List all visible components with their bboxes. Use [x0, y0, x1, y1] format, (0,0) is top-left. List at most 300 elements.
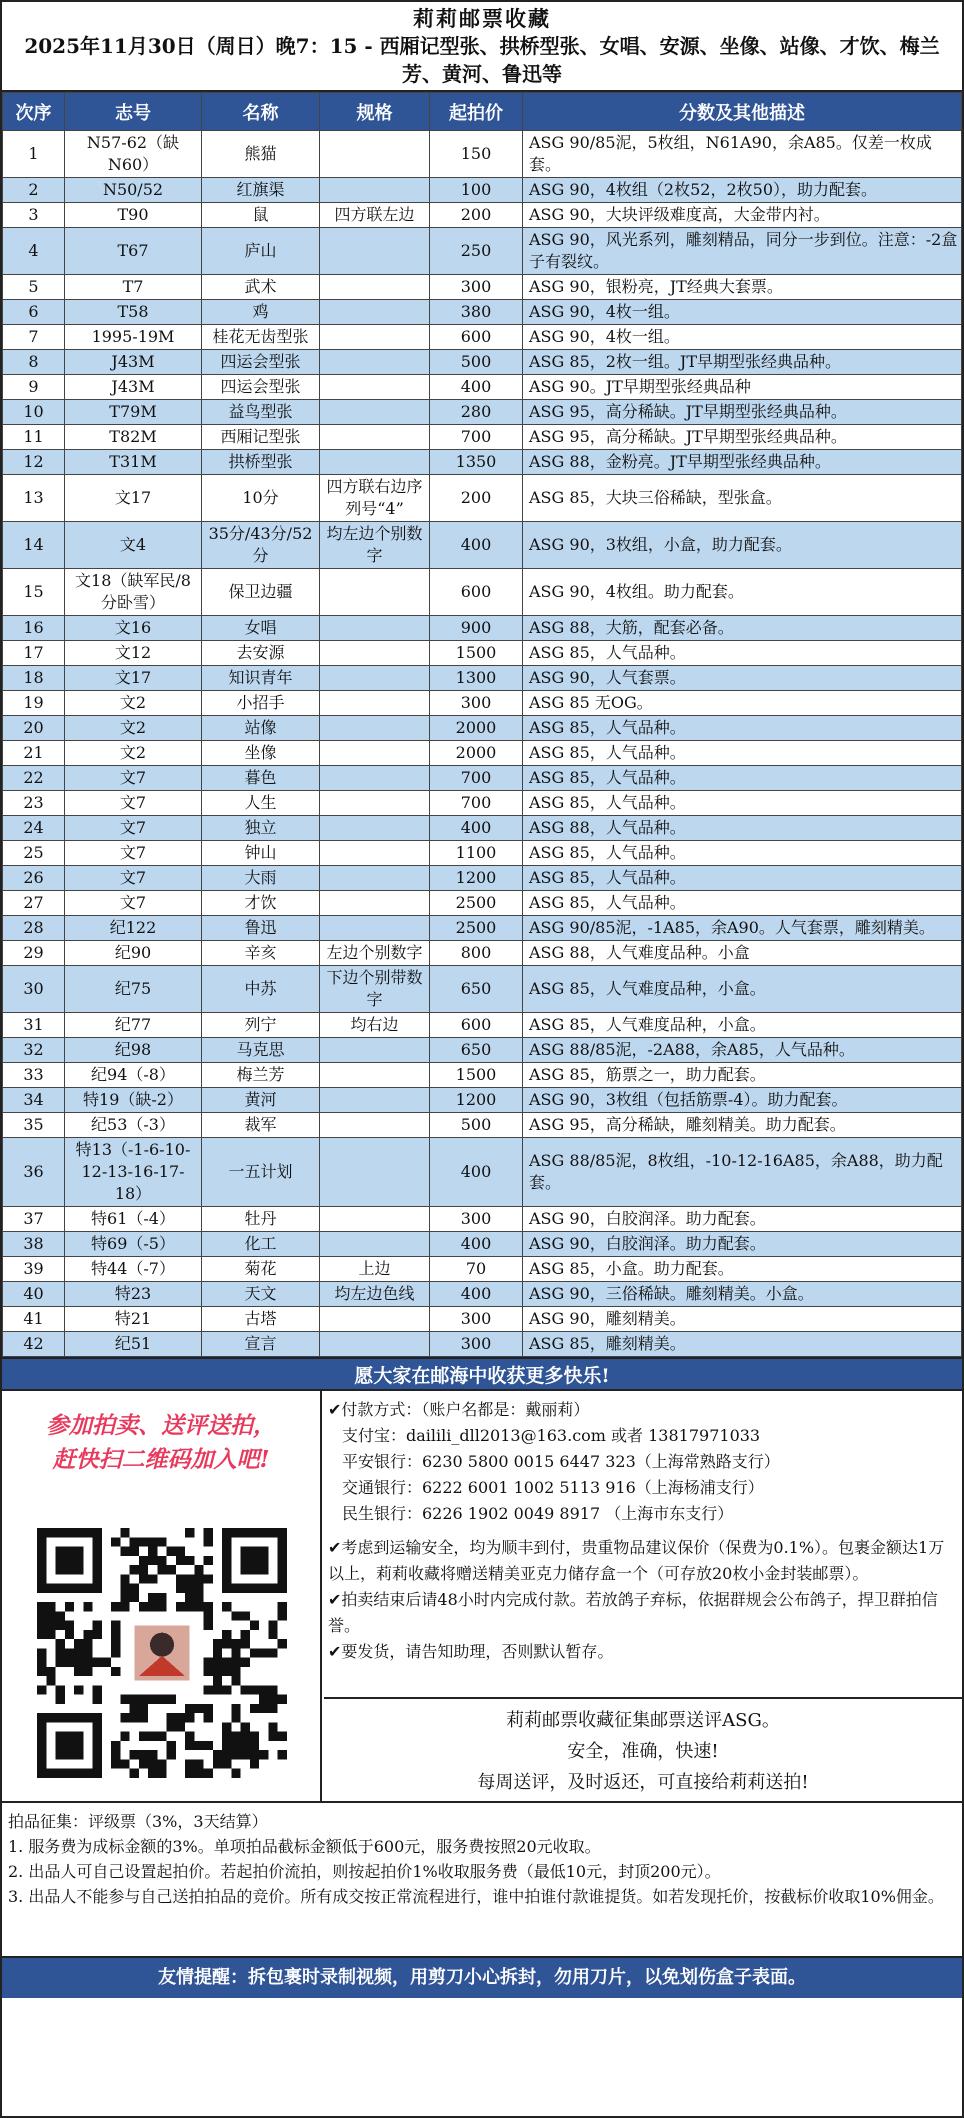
lot-spec	[320, 228, 430, 275]
lot-spec: 左边个别数字	[320, 941, 430, 966]
note-shipping: ✔考虑到运输安全，均为顺丰到付，贵重物品建议保价（保费为0.1%）。包裹金额达1万以上，莉莉收藏将赠送精美亚克力储存盒一个（可存放20枚小金封装邮票）。	[328, 1538, 945, 1583]
qr-finder-tr	[222, 1528, 287, 1593]
lot-name: 大雨	[202, 866, 320, 891]
lot-description: ASG 85，人气难度品种，小盒。	[523, 1013, 962, 1038]
lot-description: ASG 90，4枚一组。	[523, 325, 962, 350]
lot-price: 200	[430, 475, 523, 522]
table-row	[3, 766, 962, 791]
lot-code: 文18（缺军民/8分卧雪）	[65, 569, 202, 616]
lot-name: 辛亥	[202, 941, 320, 966]
lot-price: 600	[430, 325, 523, 350]
lot-description: ASG 85，人气品种。	[523, 891, 962, 916]
lot-order: 28	[3, 916, 65, 941]
slogan-line-2: 安全，准确，快速!	[567, 1741, 719, 1762]
lot-description: ASG 85 无OG。	[523, 691, 962, 716]
lot-description: ASG 90，白胶润泽。助力配套。	[523, 1232, 962, 1257]
lot-spec	[320, 350, 430, 375]
lot-price: 380	[430, 300, 523, 325]
lot-code: 纪75	[65, 966, 202, 1013]
lot-description: ASG 85，人气品种。	[523, 841, 962, 866]
lot-name: 桂花无齿型张	[202, 325, 320, 350]
table-row	[3, 1332, 962, 1357]
promo-text	[2, 1391, 320, 1477]
lot-spec	[320, 691, 430, 716]
lot-name: 菊花	[202, 1257, 320, 1282]
lot-spec: 均左边色线	[320, 1282, 430, 1307]
promo-line-2: 赶快扫二维码加入吧!	[52, 1446, 270, 1473]
lot-spec: 均左边个别数字	[320, 522, 430, 569]
qr-finder-tl	[37, 1528, 102, 1593]
lot-description: ASG 85，人气品种。	[523, 716, 962, 741]
lot-code: 特19（缺-2）	[65, 1088, 202, 1113]
lot-order: 19	[3, 691, 65, 716]
col-header-price: 起拍价	[430, 93, 523, 131]
table-row	[3, 450, 962, 475]
lot-order: 31	[3, 1013, 65, 1038]
lot-code: 文7	[65, 766, 202, 791]
lot-price: 650	[430, 966, 523, 1013]
table-row	[3, 941, 962, 966]
table-row	[3, 716, 962, 741]
lot-description: ASG 85，人气品种。	[523, 641, 962, 666]
lot-description: ASG 90，4枚组（2枚52，2枚50），助力配套。	[523, 178, 962, 203]
lot-spec	[320, 275, 430, 300]
lot-code: T82M	[65, 425, 202, 450]
lot-name: 化工	[202, 1232, 320, 1257]
lot-code: T90	[65, 203, 202, 228]
lot-description: ASG 90。JT早期型张经典品种	[523, 375, 962, 400]
lot-price: 2500	[430, 916, 523, 941]
lot-name: 马克思	[202, 1038, 320, 1063]
lot-code: 文17	[65, 666, 202, 691]
lot-description: ASG 88/85泥，8枚组，-10-12-16A85，余A88，助力配套。	[523, 1138, 962, 1207]
lot-spec: 上边	[320, 1257, 430, 1282]
lot-description: ASG 88，人气难度品种。小盒	[523, 941, 962, 966]
lot-price: 400	[430, 1232, 523, 1257]
lot-description: ASG 90，雕刻精美。	[523, 1307, 962, 1332]
lot-spec	[320, 178, 430, 203]
lot-order: 26	[3, 866, 65, 891]
lot-description: ASG 90，4枚一组。	[523, 300, 962, 325]
lot-price: 650	[430, 1038, 523, 1063]
table-row	[3, 1207, 962, 1232]
lot-name: 35分/43分/52分	[202, 522, 320, 569]
lot-description: ASG 85，人气品种。	[523, 866, 962, 891]
lot-order: 27	[3, 891, 65, 916]
lot-price: 700	[430, 766, 523, 791]
lot-price: 700	[430, 791, 523, 816]
lot-name: 益鸟型张	[202, 400, 320, 425]
lot-order: 6	[3, 300, 65, 325]
table-row	[3, 131, 962, 178]
payment-panel	[324, 1391, 962, 1801]
consign-heading: 拍品征集：评级票（3%，3天结算）	[8, 1812, 268, 1831]
lot-price: 2000	[430, 716, 523, 741]
table-row	[3, 1013, 962, 1038]
table-row	[3, 425, 962, 450]
notes	[324, 1527, 962, 1665]
lot-order: 15	[3, 569, 65, 616]
lot-description: ASG 85，2枚一组。JT早期型张经典品种。	[523, 350, 962, 375]
lot-price: 400	[430, 375, 523, 400]
lot-name: 钟山	[202, 841, 320, 866]
lot-name: 红旗渠	[202, 178, 320, 203]
col-header-desc: 分数及其他描述	[523, 93, 962, 131]
lot-price: 280	[430, 400, 523, 425]
lot-name: 中苏	[202, 966, 320, 1013]
lot-code: 文7	[65, 816, 202, 841]
table-row	[3, 841, 962, 866]
lot-order: 5	[3, 275, 65, 300]
lot-table	[2, 92, 962, 1357]
lot-order: 30	[3, 966, 65, 1013]
table-row	[3, 1063, 962, 1088]
lot-name: 拱桥型张	[202, 450, 320, 475]
lot-price: 500	[430, 350, 523, 375]
lot-spec	[320, 716, 430, 741]
lot-code: J43M	[65, 350, 202, 375]
lot-name: 古塔	[202, 1307, 320, 1332]
lot-order: 24	[3, 816, 65, 841]
table-row	[3, 375, 962, 400]
promo-line-1: 参加拍卖、送评送拍，	[46, 1412, 276, 1439]
lot-description: ASG 88，金粉亮。JT早期型张经典品种。	[523, 450, 962, 475]
table-header-row	[3, 93, 962, 131]
qr-center-avatar-icon	[130, 1621, 195, 1686]
lot-order: 22	[3, 766, 65, 791]
table-row	[3, 1088, 962, 1113]
lot-description: ASG 90，人气套票。	[523, 666, 962, 691]
lot-price: 1350	[430, 450, 523, 475]
lot-description: ASG 90/85泥，-1A85，余A90。人气套票，雕刻精美。	[523, 916, 962, 941]
lot-spec	[320, 666, 430, 691]
slogan-line-1: 莉莉邮票收藏征集邮票送评ASG。	[506, 1710, 780, 1731]
lot-price: 150	[430, 131, 523, 178]
lot-code: 纪53（-3）	[65, 1113, 202, 1138]
lot-spec	[320, 891, 430, 916]
lot-order: 32	[3, 1038, 65, 1063]
lot-price: 70	[430, 1257, 523, 1282]
lot-price: 2000	[430, 741, 523, 766]
lot-spec: 四方联左边	[320, 203, 430, 228]
table-row	[3, 866, 962, 891]
lot-code: 文17	[65, 475, 202, 522]
payment-bank-jiaotong: 交通银行：6222 6001 1002 5113 916（上海杨浦支行）	[342, 1478, 764, 1497]
lot-code: 纪98	[65, 1038, 202, 1063]
lot-name: 暮色	[202, 766, 320, 791]
qr-finder-bl	[37, 1713, 102, 1778]
lot-name: 才饮	[202, 891, 320, 916]
lot-description: ASG 90，银粉亮，JT经典大套票。	[523, 275, 962, 300]
lot-description: ASG 85，筋票之一，助力配套。	[523, 1063, 962, 1088]
lot-spec	[320, 866, 430, 891]
lot-price: 600	[430, 569, 523, 616]
table-row	[3, 1307, 962, 1332]
lot-price: 600	[430, 1013, 523, 1038]
page-title: 莉莉邮票收藏	[413, 6, 551, 31]
lot-price: 100	[430, 178, 523, 203]
lot-price: 2500	[430, 891, 523, 916]
lot-order: 9	[3, 375, 65, 400]
lot-code: 纪94（-8）	[65, 1063, 202, 1088]
consignment-rules	[2, 1803, 962, 1958]
lot-description: ASG 90，4枚组。助力配套。	[523, 569, 962, 616]
lot-description: ASG 85，雕刻精美。	[523, 1332, 962, 1357]
lot-code: 特23	[65, 1282, 202, 1307]
col-header-name: 名称	[202, 93, 320, 131]
wish-banner: 愿大家在邮海中收获更多快乐!	[2, 1357, 962, 1391]
lot-description: ASG 90，3枚组（包括筋票-4）。助力配套。	[523, 1088, 962, 1113]
lot-order: 37	[3, 1207, 65, 1232]
lot-code: 特69（-5）	[65, 1232, 202, 1257]
lot-order: 4	[3, 228, 65, 275]
lot-code: T31M	[65, 450, 202, 475]
lot-description: ASG 85，人气品种。	[523, 791, 962, 816]
table-row	[3, 350, 962, 375]
table-row	[3, 741, 962, 766]
lot-name: 去安源	[202, 641, 320, 666]
lot-order: 18	[3, 666, 65, 691]
lot-code: 文16	[65, 616, 202, 641]
lot-code: J43M	[65, 375, 202, 400]
lot-spec	[320, 1207, 430, 1232]
table-row	[3, 1138, 962, 1207]
lot-price: 400	[430, 816, 523, 841]
lot-name: 四运会型张	[202, 375, 320, 400]
lot-price: 300	[430, 1307, 523, 1332]
lot-name: 宣言	[202, 1332, 320, 1357]
payment-bank-minsheng: 民生银行：6226 1902 0049 8917 （上海市东支行）	[342, 1504, 734, 1523]
page-subtitle: 2025年11月30日（周日）晚7：15 - 西厢记型张、拱桥型张、女唱、安源、坐像、站像、才饮、梅兰芳、黄河、鲁迅等	[24, 34, 940, 86]
header	[2, 2, 962, 92]
lot-price: 1500	[430, 1063, 523, 1088]
lot-code: 文7	[65, 891, 202, 916]
lot-order: 38	[3, 1232, 65, 1257]
lot-name: 武术	[202, 275, 320, 300]
lot-code: 文4	[65, 522, 202, 569]
lot-spec	[320, 300, 430, 325]
lot-code: 文7	[65, 841, 202, 866]
note-payment-deadline: ✔拍卖结束后请48小时内完成付款。若放鸽子弃标，依据群规会公布鸽子，捍卫群拍信誉。	[328, 1590, 938, 1635]
lot-price: 300	[430, 275, 523, 300]
lot-price: 400	[430, 1138, 523, 1207]
lot-spec	[320, 1332, 430, 1357]
lot-spec	[320, 641, 430, 666]
lot-code: 纪77	[65, 1013, 202, 1038]
lot-code: 特61（-4）	[65, 1207, 202, 1232]
payment-info	[324, 1391, 962, 1527]
lot-order: 25	[3, 841, 65, 866]
lot-spec	[320, 916, 430, 941]
slogan-box	[324, 1697, 962, 1801]
table-row	[3, 275, 962, 300]
table-row	[3, 966, 962, 1013]
lot-spec: 均右边	[320, 1013, 430, 1038]
lot-spec	[320, 1307, 430, 1332]
lot-order: 11	[3, 425, 65, 450]
payment-alipay: 支付宝：dailili_dll2013@163.com 或者 13817971033	[342, 1426, 761, 1445]
table-row	[3, 616, 962, 641]
table-row	[3, 641, 962, 666]
lot-spec	[320, 131, 430, 178]
lot-price: 400	[430, 1282, 523, 1307]
table-row	[3, 300, 962, 325]
table-row	[3, 400, 962, 425]
lot-order: 7	[3, 325, 65, 350]
lot-name: 站像	[202, 716, 320, 741]
lot-name: 独立	[202, 816, 320, 841]
lot-description: ASG 88/85泥，-2A88，余A85，人气品种。	[523, 1038, 962, 1063]
lot-code: 文7	[65, 866, 202, 891]
lot-description: ASG 90，大块评级难度高，大金带内衬。	[523, 203, 962, 228]
lot-description: ASG 95，高分稀缺。JT早期型张经典品种。	[523, 425, 962, 450]
lot-code: 文12	[65, 641, 202, 666]
lot-code: N57-62（缺N60）	[65, 131, 202, 178]
lot-name: 坐像	[202, 741, 320, 766]
lot-name: 保卫边疆	[202, 569, 320, 616]
lot-spec	[320, 791, 430, 816]
lot-name: 小招手	[202, 691, 320, 716]
lot-order: 39	[3, 1257, 65, 1282]
lot-code: T79M	[65, 400, 202, 425]
lot-name: 庐山	[202, 228, 320, 275]
lot-price: 200	[430, 203, 523, 228]
lot-description: ASG 90，白胶润泽。助力配套。	[523, 1207, 962, 1232]
lot-spec	[320, 1088, 430, 1113]
lot-spec	[320, 616, 430, 641]
lot-spec	[320, 1063, 430, 1088]
lot-code: T58	[65, 300, 202, 325]
lot-code: 文2	[65, 691, 202, 716]
lot-order: 35	[3, 1113, 65, 1138]
lot-order: 16	[3, 616, 65, 641]
table-row	[3, 178, 962, 203]
lot-code: 特21	[65, 1307, 202, 1332]
lot-spec	[320, 375, 430, 400]
lot-description: ASG 90，风光系列，雕刻精品，同分一步到位。注意：-2盒子有裂纹。	[523, 228, 962, 275]
lot-code: T67	[65, 228, 202, 275]
lot-name: 鲁迅	[202, 916, 320, 941]
lot-order: 42	[3, 1332, 65, 1357]
table-row	[3, 791, 962, 816]
lot-price: 500	[430, 1113, 523, 1138]
lot-description: ASG 85，大块三俗稀缺，型张盒。	[523, 475, 962, 522]
lot-code: 文7	[65, 791, 202, 816]
lot-spec	[320, 741, 430, 766]
lot-name: 西厢记型张	[202, 425, 320, 450]
col-header-code: 志号	[65, 93, 202, 131]
lot-name: 10分	[202, 475, 320, 522]
lot-code: N50/52	[65, 178, 202, 203]
lot-price: 300	[430, 1332, 523, 1357]
lot-spec	[320, 425, 430, 450]
lot-description: ASG 95，高分稀缺。JT早期型张经典品种。	[523, 400, 962, 425]
table-row	[3, 916, 962, 941]
payment-heading: ✔付款方式：（账户名都是：戴丽莉）	[328, 1400, 590, 1419]
lot-description: ASG 85，人气品种。	[523, 766, 962, 791]
lot-name: 黄河	[202, 1088, 320, 1113]
lot-name: 裁军	[202, 1113, 320, 1138]
lot-order: 29	[3, 941, 65, 966]
lot-code: 纪90	[65, 941, 202, 966]
lot-order: 23	[3, 791, 65, 816]
lot-order: 41	[3, 1307, 65, 1332]
lot-price: 400	[430, 522, 523, 569]
table-row	[3, 1257, 962, 1282]
table-row	[3, 1113, 962, 1138]
table-row	[3, 203, 962, 228]
lot-code: 纪51	[65, 1332, 202, 1357]
lot-order: 36	[3, 1138, 65, 1207]
lot-spec	[320, 569, 430, 616]
footer-reminder: 友情提醒：拆包裹时录制视频，用剪刀小心拆封，勿用刀片，以免划伤盒子表面。	[2, 1958, 962, 1998]
lot-name: 梅兰芳	[202, 1063, 320, 1088]
lot-price: 1200	[430, 1088, 523, 1113]
note-delivery: ✔要发货，请告知助理，否则默认暂存。	[328, 1642, 614, 1661]
slogan-line-3: 每周送评，及时返还，可直接给莉莉送拍!	[477, 1772, 809, 1793]
lot-price: 1300	[430, 666, 523, 691]
lot-spec: 下边个别带数字	[320, 966, 430, 1013]
lot-spec	[320, 766, 430, 791]
lot-name: 列宁	[202, 1013, 320, 1038]
table-row	[3, 666, 962, 691]
lot-spec	[320, 816, 430, 841]
lot-description: ASG 85，人气难度品种，小盒。	[523, 966, 962, 1013]
qr-code-image[interactable]	[28, 1519, 296, 1787]
lot-description: ASG 90，三俗稀缺。雕刻精美。小盒。	[523, 1282, 962, 1307]
lot-description: ASG 95，高分稀缺，雕刻精美。助力配套。	[523, 1113, 962, 1138]
lot-spec	[320, 450, 430, 475]
lot-name: 知识青年	[202, 666, 320, 691]
lot-code: 文2	[65, 741, 202, 766]
lot-order: 33	[3, 1063, 65, 1088]
lot-name: 人生	[202, 791, 320, 816]
promo-panel	[2, 1391, 322, 1801]
table-row	[3, 475, 962, 522]
table-row	[3, 1038, 962, 1063]
table-row	[3, 325, 962, 350]
lot-code: 纪122	[65, 916, 202, 941]
payment-bank-pingan: 平安银行：6230 5800 0015 6447 323（上海常熟路支行）	[342, 1452, 780, 1471]
lot-name: 鸡	[202, 300, 320, 325]
consign-rule-2: 2. 出品人可自己设置起拍价。若起拍价流拍，则按起拍价1%收取服务费（最低10元，封顶200元）。	[8, 1862, 721, 1881]
lot-name: 鼠	[202, 203, 320, 228]
lot-spec	[320, 841, 430, 866]
lot-name: 熊猫	[202, 131, 320, 178]
lot-code: T7	[65, 275, 202, 300]
lot-order: 21	[3, 741, 65, 766]
lot-order: 13	[3, 475, 65, 522]
col-header-spec: 规格	[320, 93, 430, 131]
table-row	[3, 691, 962, 716]
lot-description: ASG 88，人气品种。	[523, 816, 962, 841]
table-row	[3, 816, 962, 841]
lot-code: 特44（-7）	[65, 1257, 202, 1282]
table-row	[3, 891, 962, 916]
lot-price: 1100	[430, 841, 523, 866]
lot-order: 17	[3, 641, 65, 666]
col-header-order: 次序	[3, 93, 65, 131]
table-row	[3, 228, 962, 275]
lot-order: 1	[3, 131, 65, 178]
lot-name: 天文	[202, 1282, 320, 1307]
lot-order: 3	[3, 203, 65, 228]
lot-spec: 四方联右边序列号“4”	[320, 475, 430, 522]
lot-price: 250	[430, 228, 523, 275]
lot-order: 20	[3, 716, 65, 741]
lot-order: 2	[3, 178, 65, 203]
table-row	[3, 1282, 962, 1307]
